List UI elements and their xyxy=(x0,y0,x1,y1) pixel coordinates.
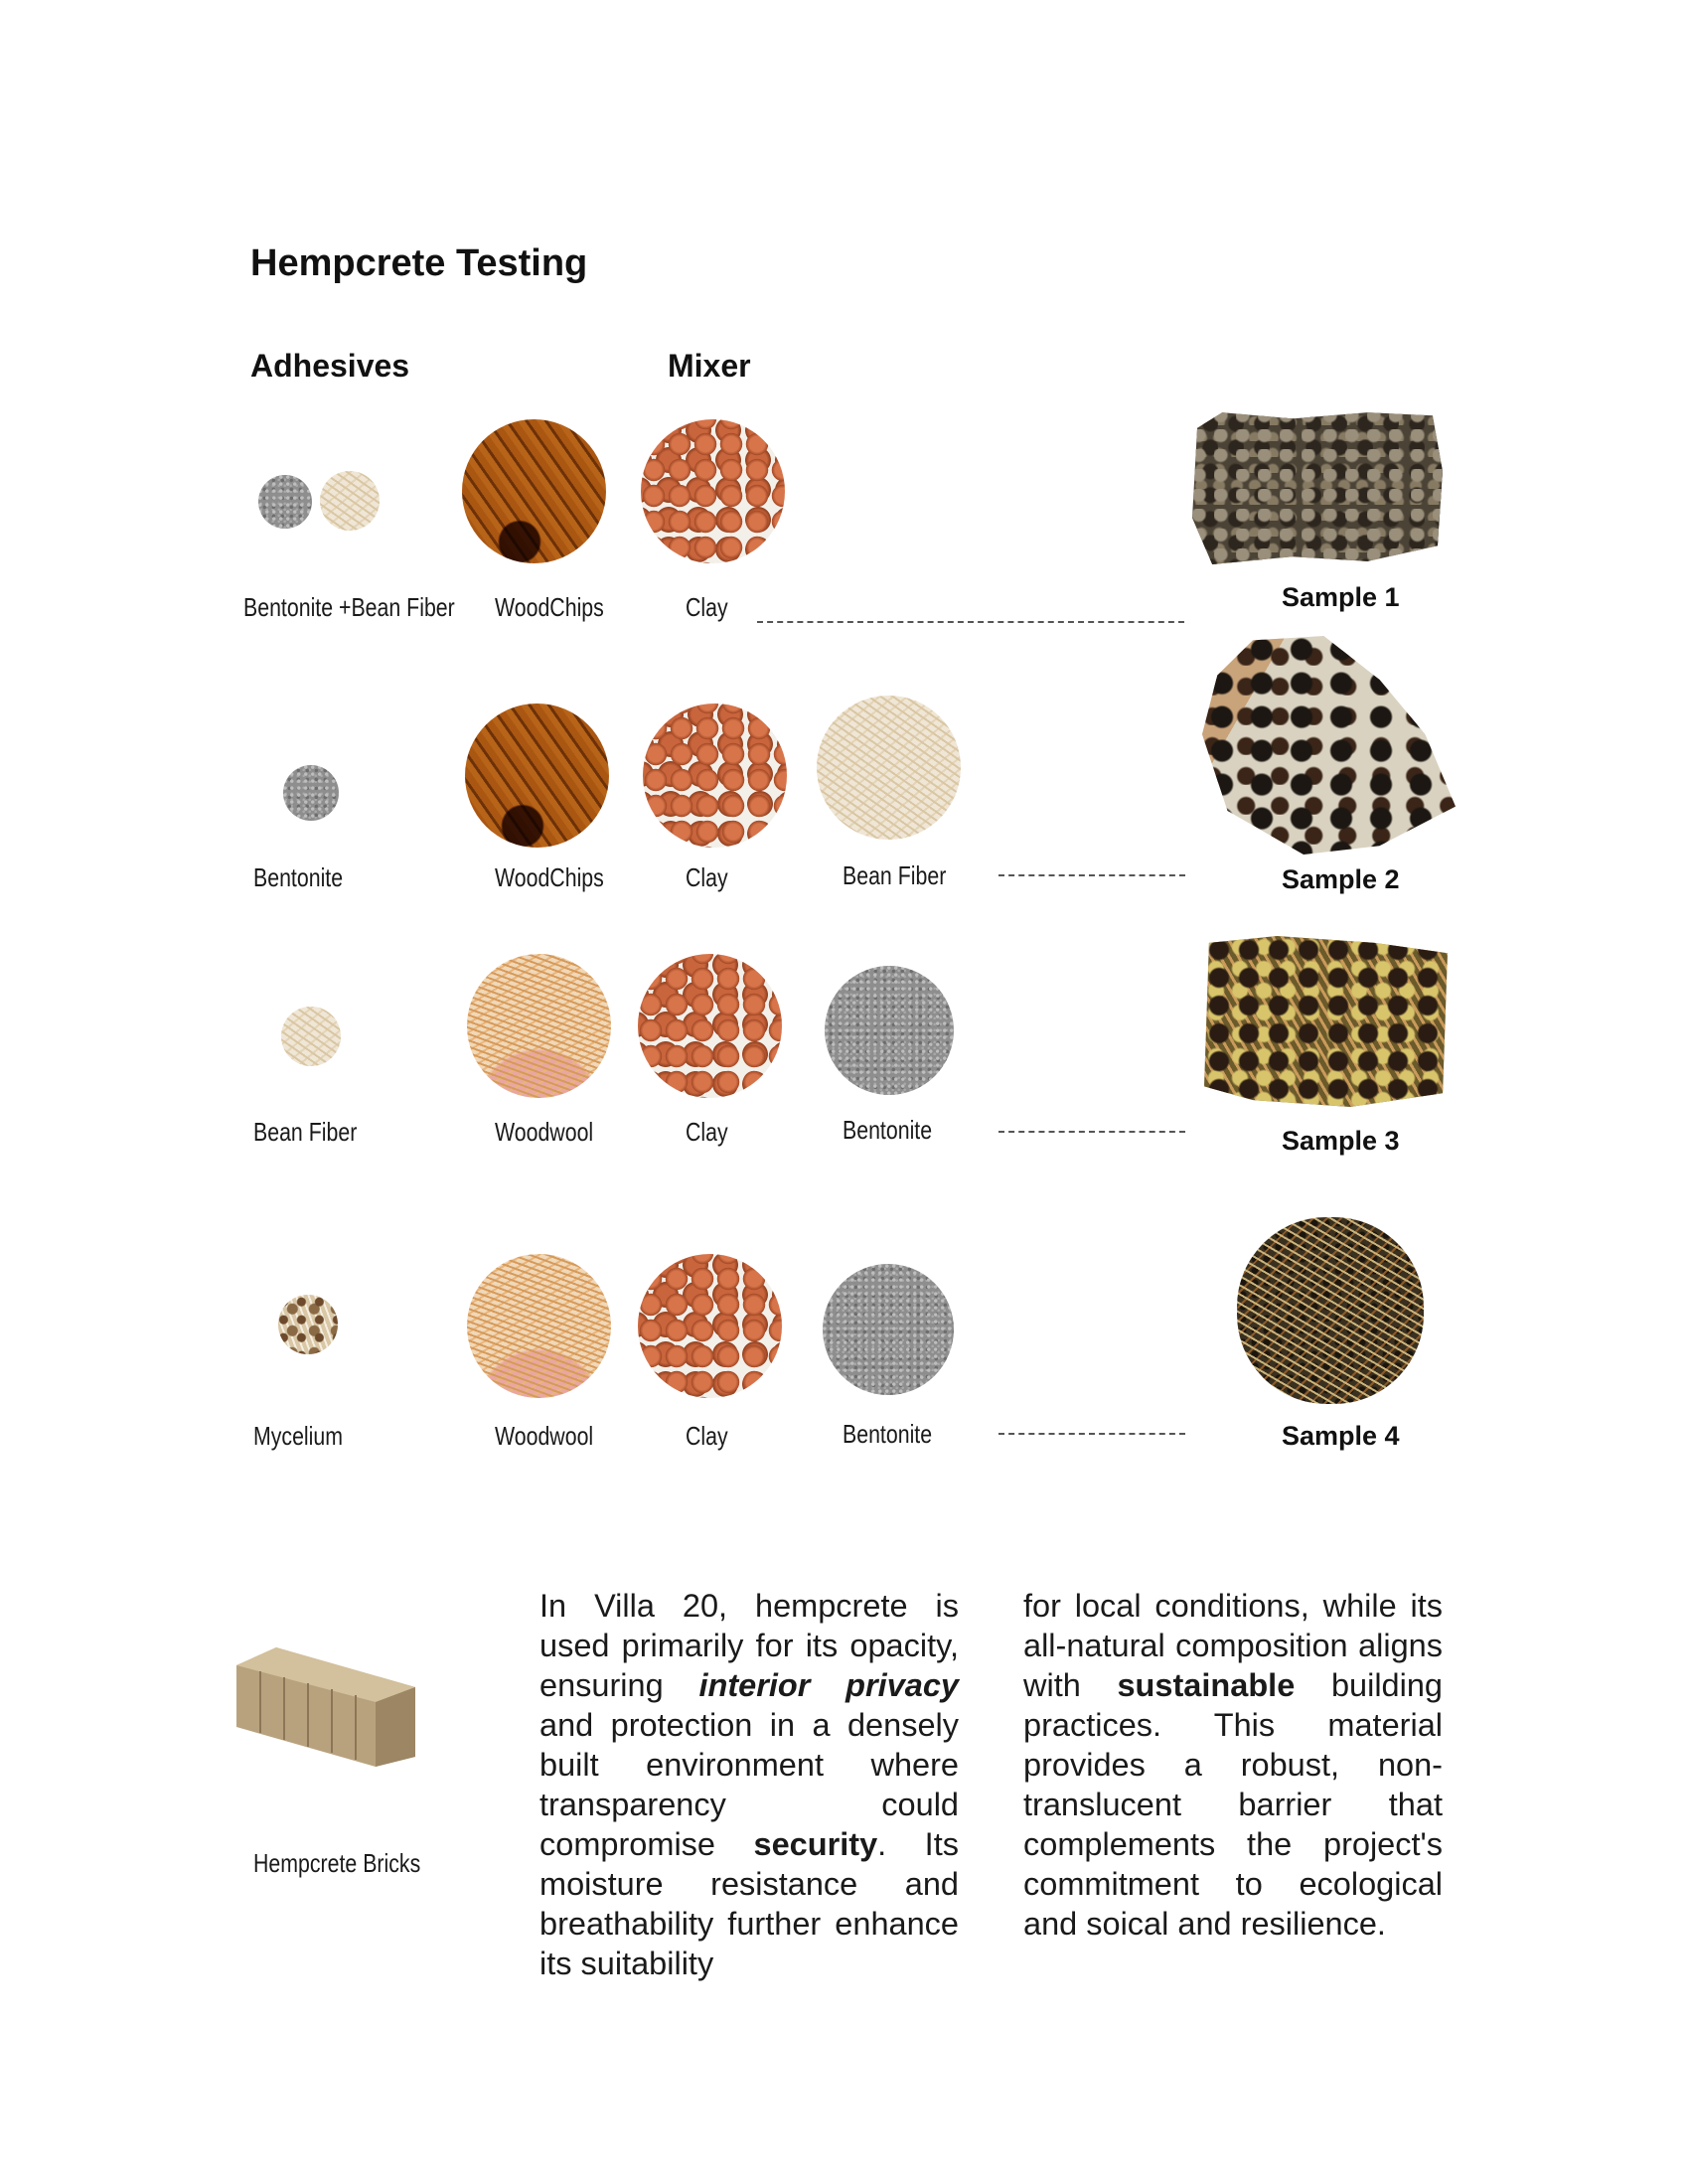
sample-1-label: Sample 1 xyxy=(1282,582,1400,612)
connector-line xyxy=(998,874,1185,876)
woodwool-image xyxy=(467,1254,611,1398)
sample-4-label: Sample 4 xyxy=(1282,1421,1400,1451)
text-segment: for local conditions, while its all-natural composition aligns with xyxy=(1023,1588,1443,1703)
woodchips-image xyxy=(465,703,609,848)
label-woodchips: WoodChips xyxy=(495,592,604,622)
bean-fiber-swatch xyxy=(320,471,380,531)
label-clay: Clay xyxy=(686,1421,728,1451)
bentonite-image xyxy=(823,1264,954,1395)
label-bentonite: Bentonite xyxy=(843,1419,933,1449)
label-bentonite-bean-fiber: Bentonite +Bean Fiber xyxy=(243,592,455,622)
clay-image xyxy=(638,1254,782,1398)
label-mycelium: Mycelium xyxy=(253,1421,344,1451)
emphasis-security: security xyxy=(753,1826,878,1862)
label-clay: Clay xyxy=(686,592,728,622)
label-hempcrete-bricks: Hempcrete Bricks xyxy=(253,1848,421,1878)
woodwool-image xyxy=(467,954,611,1098)
clay-image xyxy=(638,954,782,1098)
hempcrete-bricks-image xyxy=(236,1647,415,1767)
emphasis-sustainable: sustainable xyxy=(1117,1667,1296,1703)
text-segment: and protection in a densely built environment where transparency could compromise xyxy=(539,1707,959,1862)
label-bentonite: Bentonite xyxy=(843,1115,933,1145)
woodchips-image xyxy=(462,419,606,563)
text-segment: . Its moisture resistance and breathability further enhance its suitability xyxy=(539,1826,959,1981)
adhesives-heading: Adhesives xyxy=(250,348,410,384)
description-right xyxy=(1023,1586,1443,1944)
clay-image xyxy=(643,703,787,848)
label-clay: Clay xyxy=(686,1117,728,1147)
sample-1-image xyxy=(1192,409,1443,564)
connector-line xyxy=(998,1433,1185,1435)
page-title: Hempcrete Testing xyxy=(250,242,588,284)
connector-line xyxy=(757,621,1184,623)
mixer-heading: Mixer xyxy=(668,348,751,384)
label-clay: Clay xyxy=(686,862,728,892)
text-segment: building practices. This material provides a robust, non-translucent barrier that complements the project's commitment to ecological and soical and resilience. xyxy=(1023,1667,1443,1942)
label-bean-fiber: Bean Fiber xyxy=(253,1117,358,1147)
emphasis-interior-privacy: interior privacy xyxy=(698,1667,959,1703)
label-woodchips: WoodChips xyxy=(495,862,604,892)
sample-3-label: Sample 3 xyxy=(1282,1126,1400,1156)
label-woodwool: Woodwool xyxy=(495,1117,594,1147)
sample-4-image xyxy=(1237,1217,1424,1404)
label-bean-fiber: Bean Fiber xyxy=(843,860,947,890)
bentonite-swatch xyxy=(283,765,339,821)
sample-2-image xyxy=(1202,636,1456,855)
clay-image xyxy=(641,419,785,563)
description-left xyxy=(539,1586,959,1983)
brick-stack xyxy=(236,1647,415,1767)
label-woodwool: Woodwool xyxy=(495,1421,594,1451)
connector-line xyxy=(998,1131,1185,1133)
sample-3-image xyxy=(1204,936,1448,1107)
text-segment: In Villa 20, hempcrete is used primarily for its opacity, ensuring xyxy=(539,1588,959,1703)
bean-fiber-image xyxy=(817,696,961,840)
mycelium-swatch xyxy=(278,1295,338,1354)
bentonite-image xyxy=(825,966,954,1095)
label-bentonite: Bentonite xyxy=(253,862,344,892)
bentonite-swatch xyxy=(258,475,312,529)
sample-2-label: Sample 2 xyxy=(1282,864,1400,894)
bean-fiber-swatch xyxy=(281,1007,341,1066)
